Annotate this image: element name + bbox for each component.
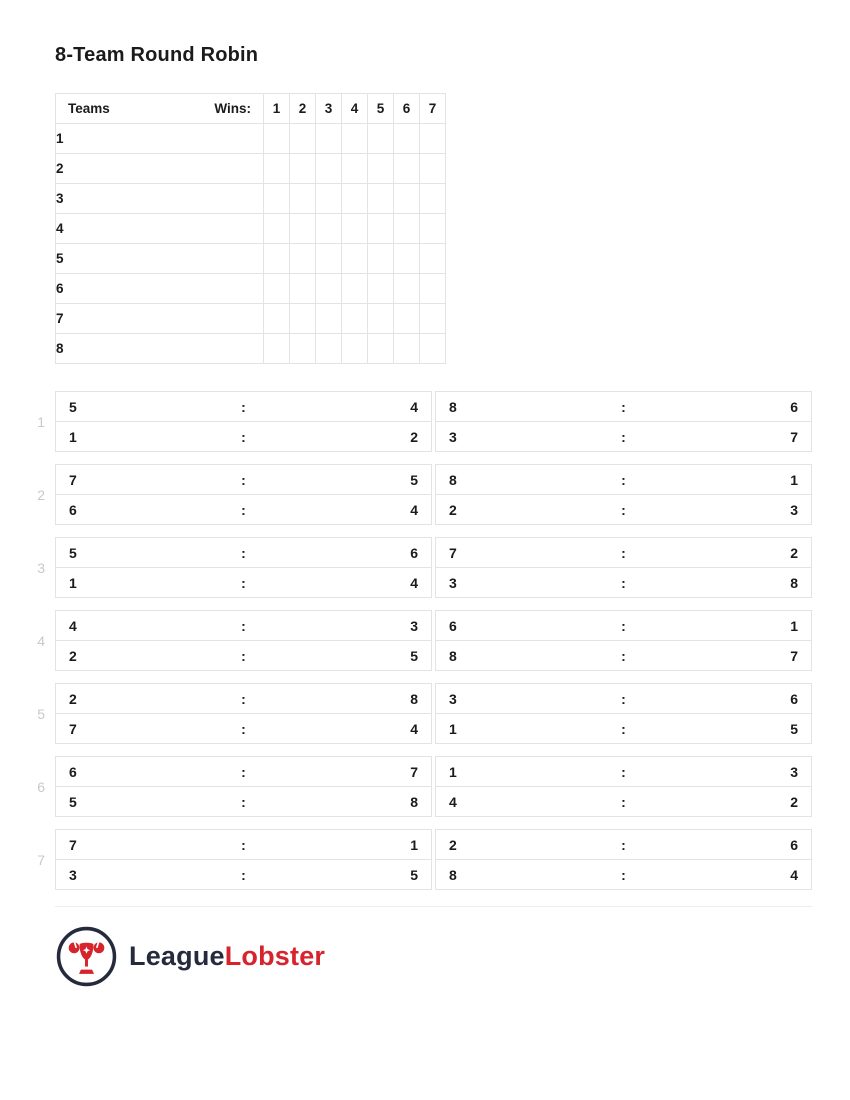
home-team-number: 5 — [69, 793, 77, 810]
home-team-number: 4 — [449, 793, 457, 810]
match-column-left — [55, 391, 432, 452]
home-team-number: 3 — [69, 866, 77, 883]
score-separator: : — [241, 398, 246, 415]
round-block — [37, 829, 812, 890]
score-separator: : — [621, 544, 626, 561]
away-team-number: 4 — [410, 574, 418, 591]
match-row — [435, 683, 812, 714]
score-separator: : — [621, 836, 626, 853]
win-result-cell — [316, 244, 342, 274]
win-result-cell — [394, 304, 420, 334]
home-team-number: 3 — [449, 428, 457, 445]
win-result-cell — [420, 334, 446, 364]
away-team-number: 1 — [790, 471, 798, 488]
score-separator: : — [621, 471, 626, 488]
win-result-cell — [368, 184, 394, 214]
team-name-cell: 1 — [56, 124, 264, 154]
score-separator: : — [621, 617, 626, 634]
win-result-cell — [316, 334, 342, 364]
rounds-section — [37, 391, 812, 890]
match-row — [55, 391, 432, 422]
match-column-left — [55, 683, 432, 744]
home-team-number: 2 — [449, 836, 457, 853]
team-name-cell: 6 — [56, 274, 264, 304]
win-result-cell — [342, 244, 368, 274]
wins-col-header-3: 3 — [316, 94, 342, 124]
win-result-cell — [264, 214, 290, 244]
round-number-label: 2 — [37, 486, 45, 503]
match-column-right — [435, 464, 812, 525]
wins-col-header-4: 4 — [342, 94, 368, 124]
win-result-cell — [368, 304, 394, 334]
home-team-number: 3 — [449, 574, 457, 591]
match-row — [55, 537, 432, 568]
win-result-cell — [290, 274, 316, 304]
match-row — [435, 859, 812, 890]
away-team-number: 8 — [410, 793, 418, 810]
win-result-cell — [420, 244, 446, 274]
away-team-number: 4 — [410, 720, 418, 737]
win-result-cell — [420, 124, 446, 154]
match-column-right — [435, 829, 812, 890]
home-team-number: 2 — [449, 501, 457, 518]
score-separator: : — [241, 544, 246, 561]
home-team-number: 8 — [449, 647, 457, 664]
away-team-number: 6 — [790, 836, 798, 853]
match-row — [435, 829, 812, 860]
win-result-cell — [290, 304, 316, 334]
match-column-right — [435, 683, 812, 744]
away-team-number: 2 — [790, 544, 798, 561]
match-column-right — [435, 756, 812, 817]
win-result-cell — [342, 154, 368, 184]
match-column-left — [55, 537, 432, 598]
win-result-cell — [316, 304, 342, 334]
away-team-number: 6 — [410, 544, 418, 561]
brand-lobster-text: Lobster — [224, 940, 326, 971]
win-result-cell — [394, 214, 420, 244]
win-result-cell — [420, 304, 446, 334]
team-name-cell: 5 — [56, 244, 264, 274]
score-separator: : — [621, 647, 626, 664]
round-block — [37, 464, 812, 525]
home-team-number: 1 — [449, 763, 457, 780]
win-result-cell — [394, 184, 420, 214]
match-row — [435, 640, 812, 671]
win-result-cell — [342, 124, 368, 154]
standings-header-cell — [56, 94, 264, 124]
win-result-cell — [420, 154, 446, 184]
match-column-right — [435, 391, 812, 452]
win-result-cell — [264, 244, 290, 274]
score-separator: : — [241, 720, 246, 737]
win-result-cell — [264, 334, 290, 364]
match-column-left — [55, 464, 432, 525]
home-team-number: 6 — [69, 501, 77, 518]
match-row — [435, 567, 812, 598]
standings-row — [56, 334, 446, 364]
away-team-number: 4 — [410, 398, 418, 415]
win-result-cell — [290, 334, 316, 364]
home-team-number: 1 — [69, 428, 77, 445]
home-team-number: 1 — [449, 720, 457, 737]
standings-row — [56, 304, 446, 334]
match-row — [435, 537, 812, 568]
away-team-number: 5 — [790, 720, 798, 737]
match-row — [435, 756, 812, 787]
score-separator: : — [621, 501, 626, 518]
away-team-number: 3 — [790, 763, 798, 780]
win-result-cell — [420, 184, 446, 214]
away-team-number: 8 — [410, 690, 418, 707]
standings-row — [56, 244, 446, 274]
round-number-label: 5 — [37, 705, 45, 722]
score-separator: : — [621, 398, 626, 415]
round-number-label: 1 — [37, 413, 45, 430]
win-result-cell — [316, 124, 342, 154]
standings-row — [56, 154, 446, 184]
match-column-right — [435, 610, 812, 671]
team-name-cell: 7 — [56, 304, 264, 334]
match-row — [435, 391, 812, 422]
win-result-cell — [290, 124, 316, 154]
away-team-number: 8 — [790, 574, 798, 591]
win-result-cell — [394, 274, 420, 304]
round-number-label: 6 — [37, 778, 45, 795]
away-team-number: 3 — [410, 617, 418, 634]
round-block — [37, 537, 812, 598]
win-result-cell — [420, 214, 446, 244]
wins-col-header-7: 7 — [420, 94, 446, 124]
match-row — [55, 494, 432, 525]
score-separator: : — [241, 617, 246, 634]
score-separator: : — [241, 647, 246, 664]
away-team-number: 2 — [410, 428, 418, 445]
match-row — [435, 610, 812, 641]
score-separator: : — [241, 574, 246, 591]
score-separator: : — [241, 428, 246, 445]
match-row — [55, 859, 432, 890]
away-team-number: 1 — [790, 617, 798, 634]
away-team-number: 4 — [790, 866, 798, 883]
win-result-cell — [368, 124, 394, 154]
win-result-cell — [342, 334, 368, 364]
leaguelobster-logo-link[interactable] — [55, 925, 325, 988]
away-team-number: 7 — [790, 647, 798, 664]
win-result-cell — [342, 274, 368, 304]
lobster-trophy-icon — [55, 925, 118, 988]
match-row — [55, 683, 432, 714]
round-number-label: 4 — [37, 632, 45, 649]
win-result-cell — [368, 154, 394, 184]
match-row — [55, 567, 432, 598]
wins-col-header-1: 1 — [264, 94, 290, 124]
home-team-number: 2 — [69, 690, 77, 707]
score-separator: : — [621, 720, 626, 737]
home-team-number: 3 — [449, 690, 457, 707]
standings-row — [56, 274, 446, 304]
match-column-left — [55, 829, 432, 890]
win-result-cell — [342, 184, 368, 214]
teams-column-label: Teams — [68, 101, 110, 116]
score-separator: : — [241, 866, 246, 883]
score-separator: : — [621, 690, 626, 707]
standings-row — [56, 124, 446, 154]
win-result-cell — [316, 154, 342, 184]
match-row — [55, 786, 432, 817]
away-team-number: 6 — [790, 398, 798, 415]
round-block — [37, 391, 812, 452]
score-separator: : — [621, 428, 626, 445]
win-result-cell — [264, 184, 290, 214]
score-separator: : — [241, 501, 246, 518]
round-number-label: 3 — [37, 559, 45, 576]
match-row — [435, 713, 812, 744]
round-block — [37, 683, 812, 744]
score-separator: : — [241, 690, 246, 707]
win-result-cell — [264, 274, 290, 304]
team-name-cell: 8 — [56, 334, 264, 364]
match-row — [435, 494, 812, 525]
wins-col-header-5: 5 — [368, 94, 394, 124]
page-title: 8-Team Round Robin — [55, 44, 259, 66]
home-team-number: 7 — [69, 471, 77, 488]
match-row — [55, 464, 432, 495]
score-separator: : — [621, 574, 626, 591]
win-result-cell — [290, 154, 316, 184]
match-row — [55, 610, 432, 641]
away-team-number: 4 — [410, 501, 418, 518]
win-result-cell — [368, 334, 394, 364]
score-separator: : — [621, 763, 626, 780]
win-result-cell — [290, 214, 316, 244]
home-team-number: 7 — [69, 720, 77, 737]
score-separator: : — [621, 793, 626, 810]
footer — [55, 924, 812, 988]
wins-col-header-2: 2 — [290, 94, 316, 124]
away-team-number: 6 — [790, 690, 798, 707]
home-team-number: 8 — [449, 398, 457, 415]
away-team-number: 2 — [790, 793, 798, 810]
win-result-cell — [342, 214, 368, 244]
win-result-cell — [290, 244, 316, 274]
brand-league-text: League — [129, 940, 225, 971]
win-result-cell — [368, 214, 394, 244]
win-result-cell — [264, 154, 290, 184]
win-result-cell — [394, 334, 420, 364]
home-team-number: 6 — [449, 617, 457, 634]
home-team-number: 7 — [69, 836, 77, 853]
match-row — [55, 640, 432, 671]
match-row — [55, 421, 432, 452]
away-team-number: 7 — [790, 428, 798, 445]
match-row — [55, 713, 432, 744]
win-result-cell — [394, 124, 420, 154]
away-team-number: 5 — [410, 471, 418, 488]
standings-row — [56, 184, 446, 214]
win-result-cell — [316, 184, 342, 214]
round-block — [37, 756, 812, 817]
match-row — [435, 421, 812, 452]
score-separator: : — [621, 866, 626, 883]
home-team-number: 2 — [69, 647, 77, 664]
home-team-number: 6 — [69, 763, 77, 780]
home-team-number: 8 — [449, 866, 457, 883]
win-result-cell — [368, 244, 394, 274]
win-result-cell — [290, 184, 316, 214]
standings-row — [56, 214, 446, 244]
away-team-number: 5 — [410, 647, 418, 664]
match-row — [55, 756, 432, 787]
team-name-cell: 2 — [56, 154, 264, 184]
win-result-cell — [264, 124, 290, 154]
round-block — [37, 610, 812, 671]
home-team-number: 1 — [69, 574, 77, 591]
win-result-cell — [368, 274, 394, 304]
round-number-label: 7 — [37, 851, 45, 868]
brand-wordmark — [129, 940, 326, 971]
win-result-cell — [394, 244, 420, 274]
home-team-number: 5 — [69, 544, 77, 561]
standings-header-row — [56, 94, 446, 124]
score-separator: : — [241, 836, 246, 853]
win-result-cell — [264, 304, 290, 334]
away-team-number: 5 — [410, 866, 418, 883]
win-result-cell — [394, 154, 420, 184]
match-row — [435, 464, 812, 495]
home-team-number: 5 — [69, 398, 77, 415]
home-team-number: 8 — [449, 471, 457, 488]
score-separator: : — [241, 763, 246, 780]
away-team-number: 3 — [790, 501, 798, 518]
home-team-number: 7 — [449, 544, 457, 561]
win-result-cell — [342, 304, 368, 334]
wins-column-label: Wins: — [214, 101, 251, 116]
score-separator: : — [241, 793, 246, 810]
win-result-cell — [420, 274, 446, 304]
match-row — [55, 829, 432, 860]
win-result-cell — [316, 274, 342, 304]
score-separator: : — [241, 471, 246, 488]
away-team-number: 7 — [410, 763, 418, 780]
match-column-right — [435, 537, 812, 598]
teams-wins-header — [56, 101, 263, 116]
win-result-cell — [316, 214, 342, 244]
standings-table — [55, 93, 446, 364]
wins-col-header-6: 6 — [394, 94, 420, 124]
match-row — [435, 786, 812, 817]
away-team-number: 1 — [410, 836, 418, 853]
footer-divider — [55, 906, 812, 907]
team-name-cell: 3 — [56, 184, 264, 214]
match-column-left — [55, 756, 432, 817]
home-team-number: 4 — [69, 617, 77, 634]
match-column-left — [55, 610, 432, 671]
team-name-cell: 4 — [56, 214, 264, 244]
